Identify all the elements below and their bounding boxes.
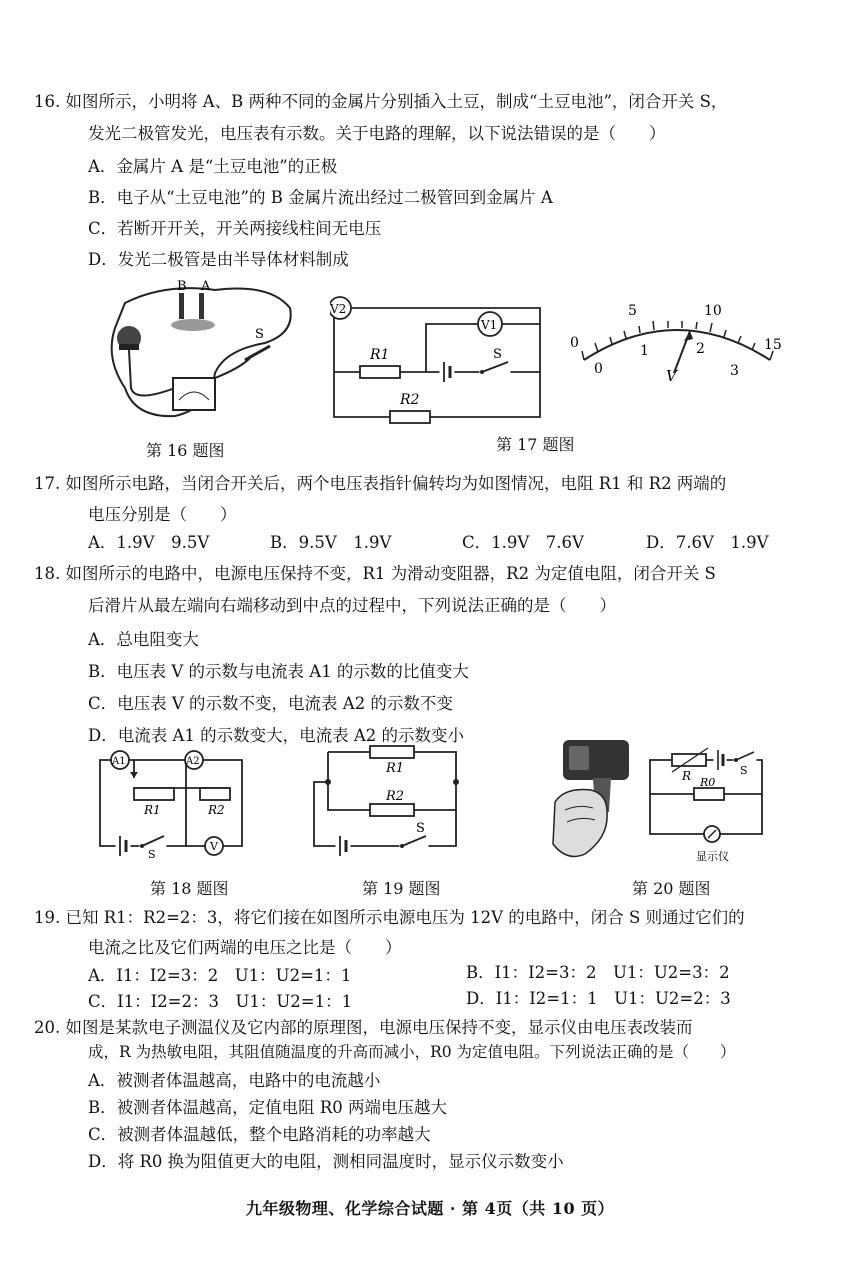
fig17-circuit [330, 292, 545, 427]
fig16-label-b: B [177, 279, 187, 294]
q17-stem-line2: 电压分别是（ ） [88, 505, 237, 524]
fig20-label-display: 显示仪 [696, 850, 729, 863]
fig20-circuit [642, 744, 772, 866]
fig19-label-r1: R1 [386, 761, 405, 776]
q18-option-c: C．电压表 V 的示数不变，电流表 A2 的示数不变 [88, 694, 453, 713]
q18-option-b: B．电压表 V 的示数与电流表 A1 的示数的比值变大 [88, 662, 469, 681]
meter-outer-15: 15 [764, 337, 782, 353]
fig18-label-s: S [148, 848, 156, 858]
q20-option-c: C．被测者体温越低，整个电路消耗的功率越大 [88, 1125, 431, 1144]
fig19-caption: 第 19 题图 [362, 879, 441, 898]
fig17-label-r1: R1 [370, 347, 390, 363]
fig17-label-v2: V2 [330, 302, 347, 316]
thermometer-device-image [545, 732, 635, 862]
q19-option-c: C．I1：I2=2：3 U1：U2=1：1 [88, 992, 353, 1011]
q17-option-d: D．7.6V 1.9V [646, 533, 769, 552]
q20-stem-line2: 成，R 为热敏电阻，其阻值随温度的升高而减小，R0 为定值电阻。下列说法正确的是（ ） [88, 1043, 736, 1061]
voltmeter-dial [562, 295, 792, 395]
fig18-label-r1: R1 [144, 803, 161, 817]
fig19-label-r2: R2 [386, 789, 405, 804]
q16-option-a: A．金属片 A 是“土豆电池”的正极 [88, 157, 338, 176]
meter-inner-3: 3 [730, 363, 739, 379]
q18-option-d: D．电流表 A1 的示数变大，电流表 A2 的示数变小 [88, 726, 465, 745]
fig19-circuit [308, 742, 470, 860]
meter-outer-0: 0 [570, 335, 579, 351]
q18-stem-line2: 后滑片从最左端向右端移动到中点的过程中，下列说法正确的是（ ） [88, 596, 616, 615]
q17-option-c: C．1.9V 7.6V [462, 533, 584, 552]
fig16-label-a: A [201, 279, 211, 294]
q20-option-d: D．将 R0 换为阻值更大的电阻，测相同温度时，显示仪示数变小 [88, 1152, 564, 1171]
q16-option-b: B．电子从“土豆电池”的 B 金属片流出经过二极管回到金属片 A [88, 188, 553, 207]
fig18-circuit [96, 746, 246, 858]
q17-option-a: A．1.9V 9.5V [88, 533, 210, 552]
fig18-label-a1: A1 [112, 756, 126, 767]
q18-option-a: A．总电阻变大 [88, 630, 199, 649]
fig17-label-r2: R2 [400, 392, 420, 408]
fig20-label-s: S [740, 764, 748, 777]
fig18-label-r2: R2 [208, 803, 225, 817]
q18-stem-line1: 18. 如图所示的电路中，电源电压保持不变，R1 为滑动变阻器，R2 为定值电阻，闭合开关 S [34, 564, 716, 583]
q20-option-b: B．被测者体温越高，定值电阻 R0 两端电压越大 [88, 1098, 448, 1117]
q17-stem-line1: 17. 如图所示电路，当闭合开关后，两个电压表指针偏转均为如图情况，电阻 R1 和 R2 两端的 [34, 474, 727, 493]
fig18-label-a2: A2 [186, 756, 200, 767]
fig16-caption: 第 16 题图 [146, 441, 225, 460]
q19-option-a: A．I1：I2=3：2 U1：U2=1：1 [88, 966, 352, 985]
q19-stem-line2: 电流之比及它们两端的电压之比是（ ） [88, 938, 402, 957]
q16-option-c: C．若断开开关，开关两接线柱间无电压 [88, 219, 382, 238]
q16-option-d: D．发光二极管是由半导体材料制成 [88, 250, 349, 269]
meter-outer-5: 5 [628, 303, 637, 319]
fig18-label-v: V [210, 840, 218, 853]
fig17-caption: 第 17 题图 [496, 435, 575, 454]
q20-stem-line1: 20. 如图是某款电子测温仪及它内部的原理图，电源电压保持不变，显示仪由电压表改装而 [34, 1018, 693, 1037]
meter-outer-10: 10 [704, 303, 722, 319]
fig16-potato-battery [95, 278, 300, 426]
fig20-caption: 第 20 题图 [632, 879, 711, 898]
fig19-label-s: S [416, 821, 425, 836]
q19-option-b: B．I1：I2=3：2 U1：U2=3：2 [466, 963, 730, 982]
q16-stem-line2: 发光二极管发光，电压表有示数。关于电路的理解，以下说法错误的是（ ） [88, 124, 666, 143]
fig16-label-s: S [255, 327, 264, 342]
fig17-label-v1: V1 [481, 318, 498, 332]
q19-stem-line1: 19. 已知 R1：R2=2：3，将它们接在如图所示电源电压为 12V 的电路中，闭合 S 则通过它们的 [34, 908, 745, 927]
page-footer: 九年级物理、化学综合试题 · 第 4页（共 10 页） [245, 1199, 615, 1218]
q19-option-d: D．I1：I2=1：1 U1：U2=2：3 [466, 989, 731, 1008]
fig20-label-r0: R0 [700, 776, 716, 789]
meter-inner-2: 2 [696, 341, 705, 357]
fig18-caption: 第 18 题图 [150, 879, 229, 898]
q16-stem-line1: 16. 如图所示，小明将 A、B 两种不同的金属片分别插入土豆，制成“土豆电池”，闭合开关 S， [34, 92, 728, 111]
meter-inner-0: 0 [594, 361, 603, 377]
q20-option-a: A．被测者体温越高，电路中的电流越小 [88, 1071, 381, 1090]
q17-option-b: B．9.5V 1.9V [270, 533, 392, 552]
meter-unit: V [666, 367, 677, 385]
fig17-label-s: S [493, 347, 502, 362]
fig20-label-r: R [682, 769, 692, 783]
meter-inner-1: 1 [640, 343, 649, 359]
